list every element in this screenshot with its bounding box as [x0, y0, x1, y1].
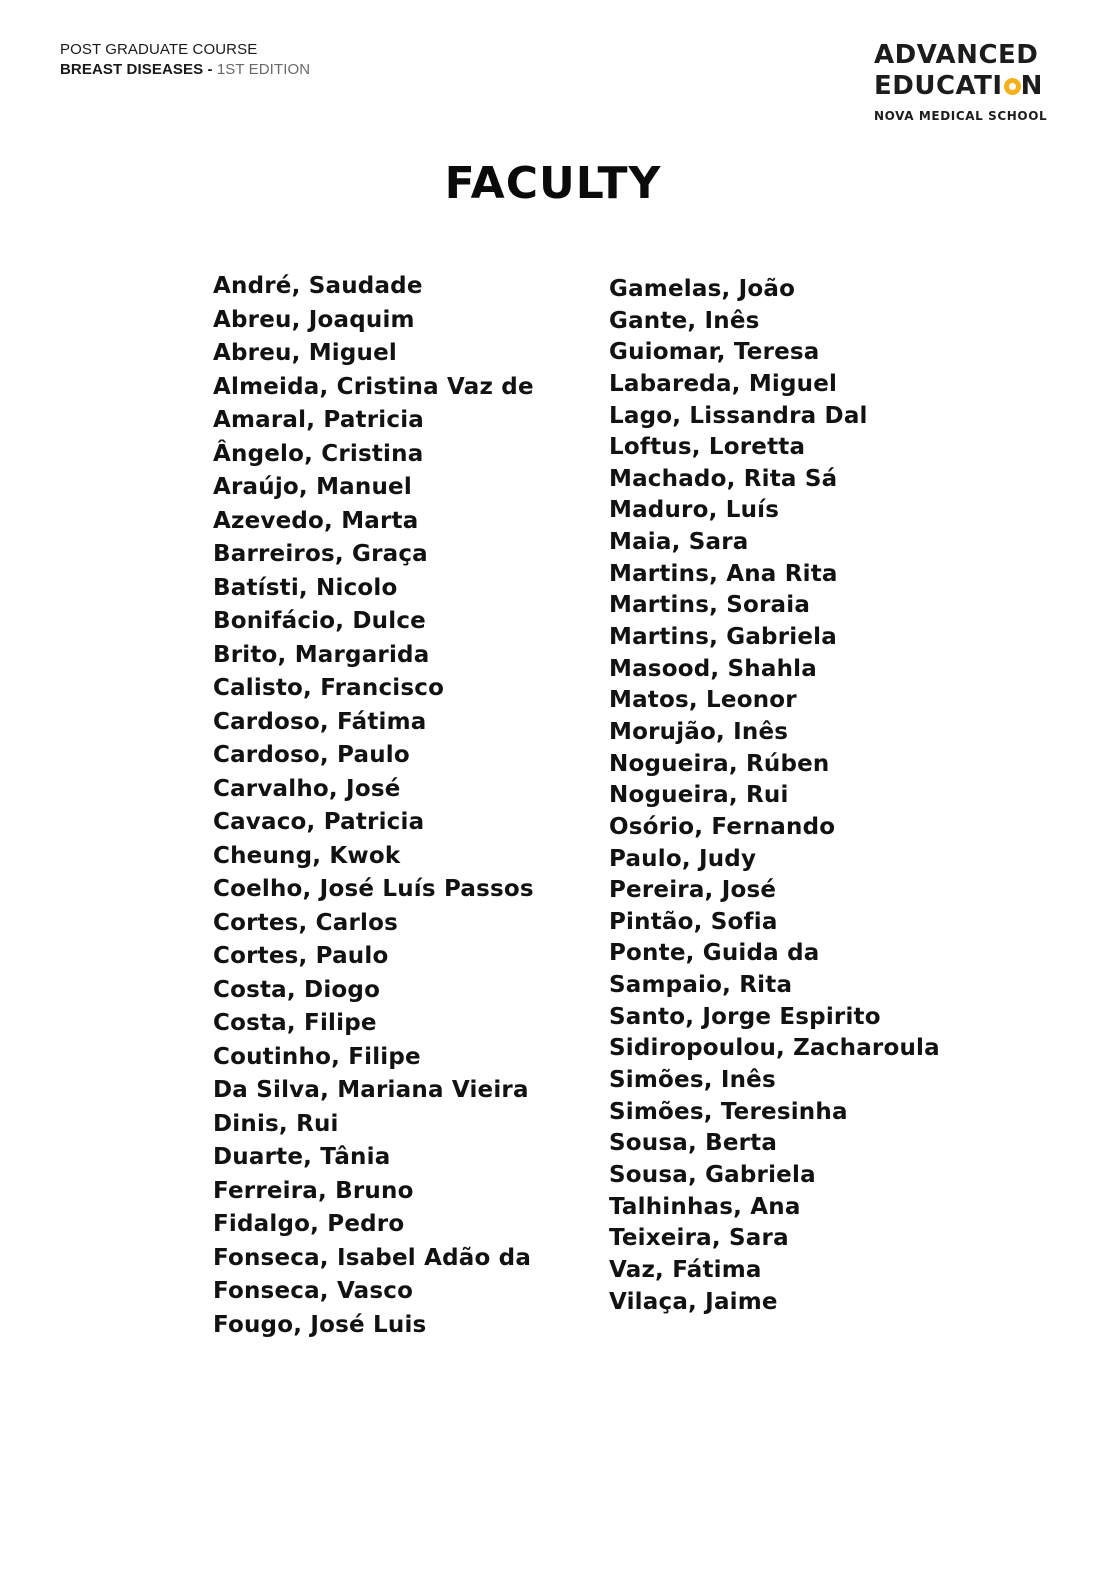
logo-education-prefix: EDUCATI	[874, 71, 1003, 101]
faculty-member: Santo, Jorge Espirito	[609, 1003, 881, 1030]
faculty-member: Maia, Sara	[609, 529, 749, 556]
course-title-line	[60, 60, 310, 80]
faculty-member: Costa, Filipe	[213, 1010, 377, 1036]
faculty-member: Nogueira, Rui	[609, 782, 789, 809]
faculty-member: Vaz, Fátima	[609, 1256, 762, 1283]
faculty-member: Lago, Lissandra Dal	[609, 402, 868, 429]
faculty-member: Martins, Ana Rita	[609, 560, 838, 587]
faculty-member: Martins, Gabriela	[609, 624, 837, 651]
faculty-member: Calisto, Francisco	[213, 675, 445, 701]
faculty-member: Masood, Shahla	[609, 655, 817, 682]
faculty-member: Fidalgo, Pedro	[213, 1211, 405, 1237]
faculty-member: Fougo, José Luis	[213, 1311, 427, 1338]
faculty-member: Bonifácio, Dulce	[213, 608, 426, 634]
logo-line-education	[874, 71, 1064, 102]
faculty-member: Pintão, Sofia	[609, 908, 778, 935]
faculty-member: Loftus, Loretta	[609, 434, 806, 461]
faculty-member: Simões, Teresinha	[609, 1098, 848, 1125]
faculty-member: Abreu, Joaquim	[213, 306, 415, 333]
faculty-member: Da Silva, Mariana Vieira	[213, 1077, 529, 1103]
faculty-member: Ângelo, Cristina	[213, 440, 424, 467]
logo-line-school: NOVA MEDICAL SCHOOL	[874, 109, 1048, 123]
faculty-member: Brito, Margarida	[213, 641, 430, 668]
course-header	[60, 40, 310, 80]
faculty-member: Carvalho, José	[213, 775, 401, 802]
faculty-member: Cheung, Kwok	[213, 842, 401, 869]
faculty-member: Cavaco, Patricia	[213, 809, 425, 835]
faculty-member: Almeida, Cristina Vaz de	[213, 373, 534, 400]
course-type-label: POST GRADUATE COURSE	[60, 41, 258, 58]
faculty-member: Costa, Diogo	[213, 976, 381, 1003]
faculty-member: Machado, Rita Sá	[609, 465, 838, 492]
faculty-member: Amaral, Patricia	[213, 407, 424, 433]
logo-ring-icon	[1004, 78, 1021, 95]
faculty-member: Talhinhas, Ana	[609, 1193, 801, 1220]
faculty-member: Abreu, Miguel	[213, 340, 398, 366]
advanced-education-logo	[874, 40, 1064, 124]
faculty-member: Barreiros, Graça	[213, 541, 428, 567]
faculty-member: Sousa, Gabriela	[609, 1161, 816, 1188]
logo-line-advanced: ADVANCED	[874, 40, 1039, 70]
faculty-member: Osório, Fernando	[609, 813, 836, 840]
faculty-member: Cardoso, Fátima	[213, 708, 427, 735]
faculty-member: Teixeira, Sara	[609, 1225, 789, 1252]
faculty-member: Coelho, José Luís Passos	[213, 876, 534, 902]
faculty-member: Sampaio, Rita	[609, 972, 793, 999]
faculty-member: Morujão, Inês	[609, 718, 789, 745]
faculty-member: Labareda, Miguel	[609, 370, 838, 397]
faculty-member: Cardoso, Paulo	[213, 742, 410, 768]
faculty-member: Azevedo, Marta	[213, 507, 419, 534]
faculty-member: Vilaça, Jaime	[609, 1288, 778, 1315]
faculty-member: Cortes, Carlos	[213, 909, 398, 936]
faculty-member: Matos, Leonor	[609, 687, 797, 714]
faculty-member: Nogueira, Rúben	[609, 750, 830, 777]
faculty-member: Maduro, Luís	[609, 497, 780, 524]
faculty-member: Gante, Inês	[609, 307, 760, 334]
faculty-member: Guiomar, Teresa	[609, 339, 820, 366]
faculty-list-right	[609, 274, 940, 1318]
faculty-member: Paulo, Judy	[609, 845, 757, 872]
faculty-member: Ponte, Guida da	[609, 940, 820, 967]
faculty-member: Martins, Soraia	[609, 592, 811, 619]
faculty-member: Gamelas, João	[609, 276, 796, 302]
faculty-member: Cortes, Paulo	[213, 943, 389, 969]
faculty-member: Fonseca, Isabel Adão da	[213, 1244, 532, 1271]
faculty-member: Sidiropoulou, Zacharoula	[609, 1035, 940, 1062]
faculty-member: Pereira, José	[609, 877, 777, 904]
faculty-member: Batísti, Nicolo	[213, 574, 398, 601]
faculty-member: Araújo, Manuel	[213, 474, 412, 500]
faculty-member: André, Saudade	[213, 273, 423, 299]
page-title: FACULTY	[444, 158, 662, 209]
course-name: BREAST DISEASES -	[60, 61, 213, 78]
faculty-member: Coutinho, Filipe	[213, 1043, 421, 1070]
faculty-member: Ferreira, Bruno	[213, 1177, 414, 1204]
course-edition: 1ST EDITION	[212, 61, 311, 78]
faculty-member: Simões, Inês	[609, 1067, 776, 1094]
faculty-member: Dinis, Rui	[213, 1110, 339, 1137]
faculty-member: Sousa, Berta	[609, 1130, 778, 1157]
logo-education-suffix: N	[1020, 71, 1043, 101]
faculty-member: Duarte, Tânia	[213, 1144, 391, 1170]
faculty-list-left	[213, 270, 534, 1342]
faculty-member: Fonseca, Vasco	[213, 1278, 414, 1304]
